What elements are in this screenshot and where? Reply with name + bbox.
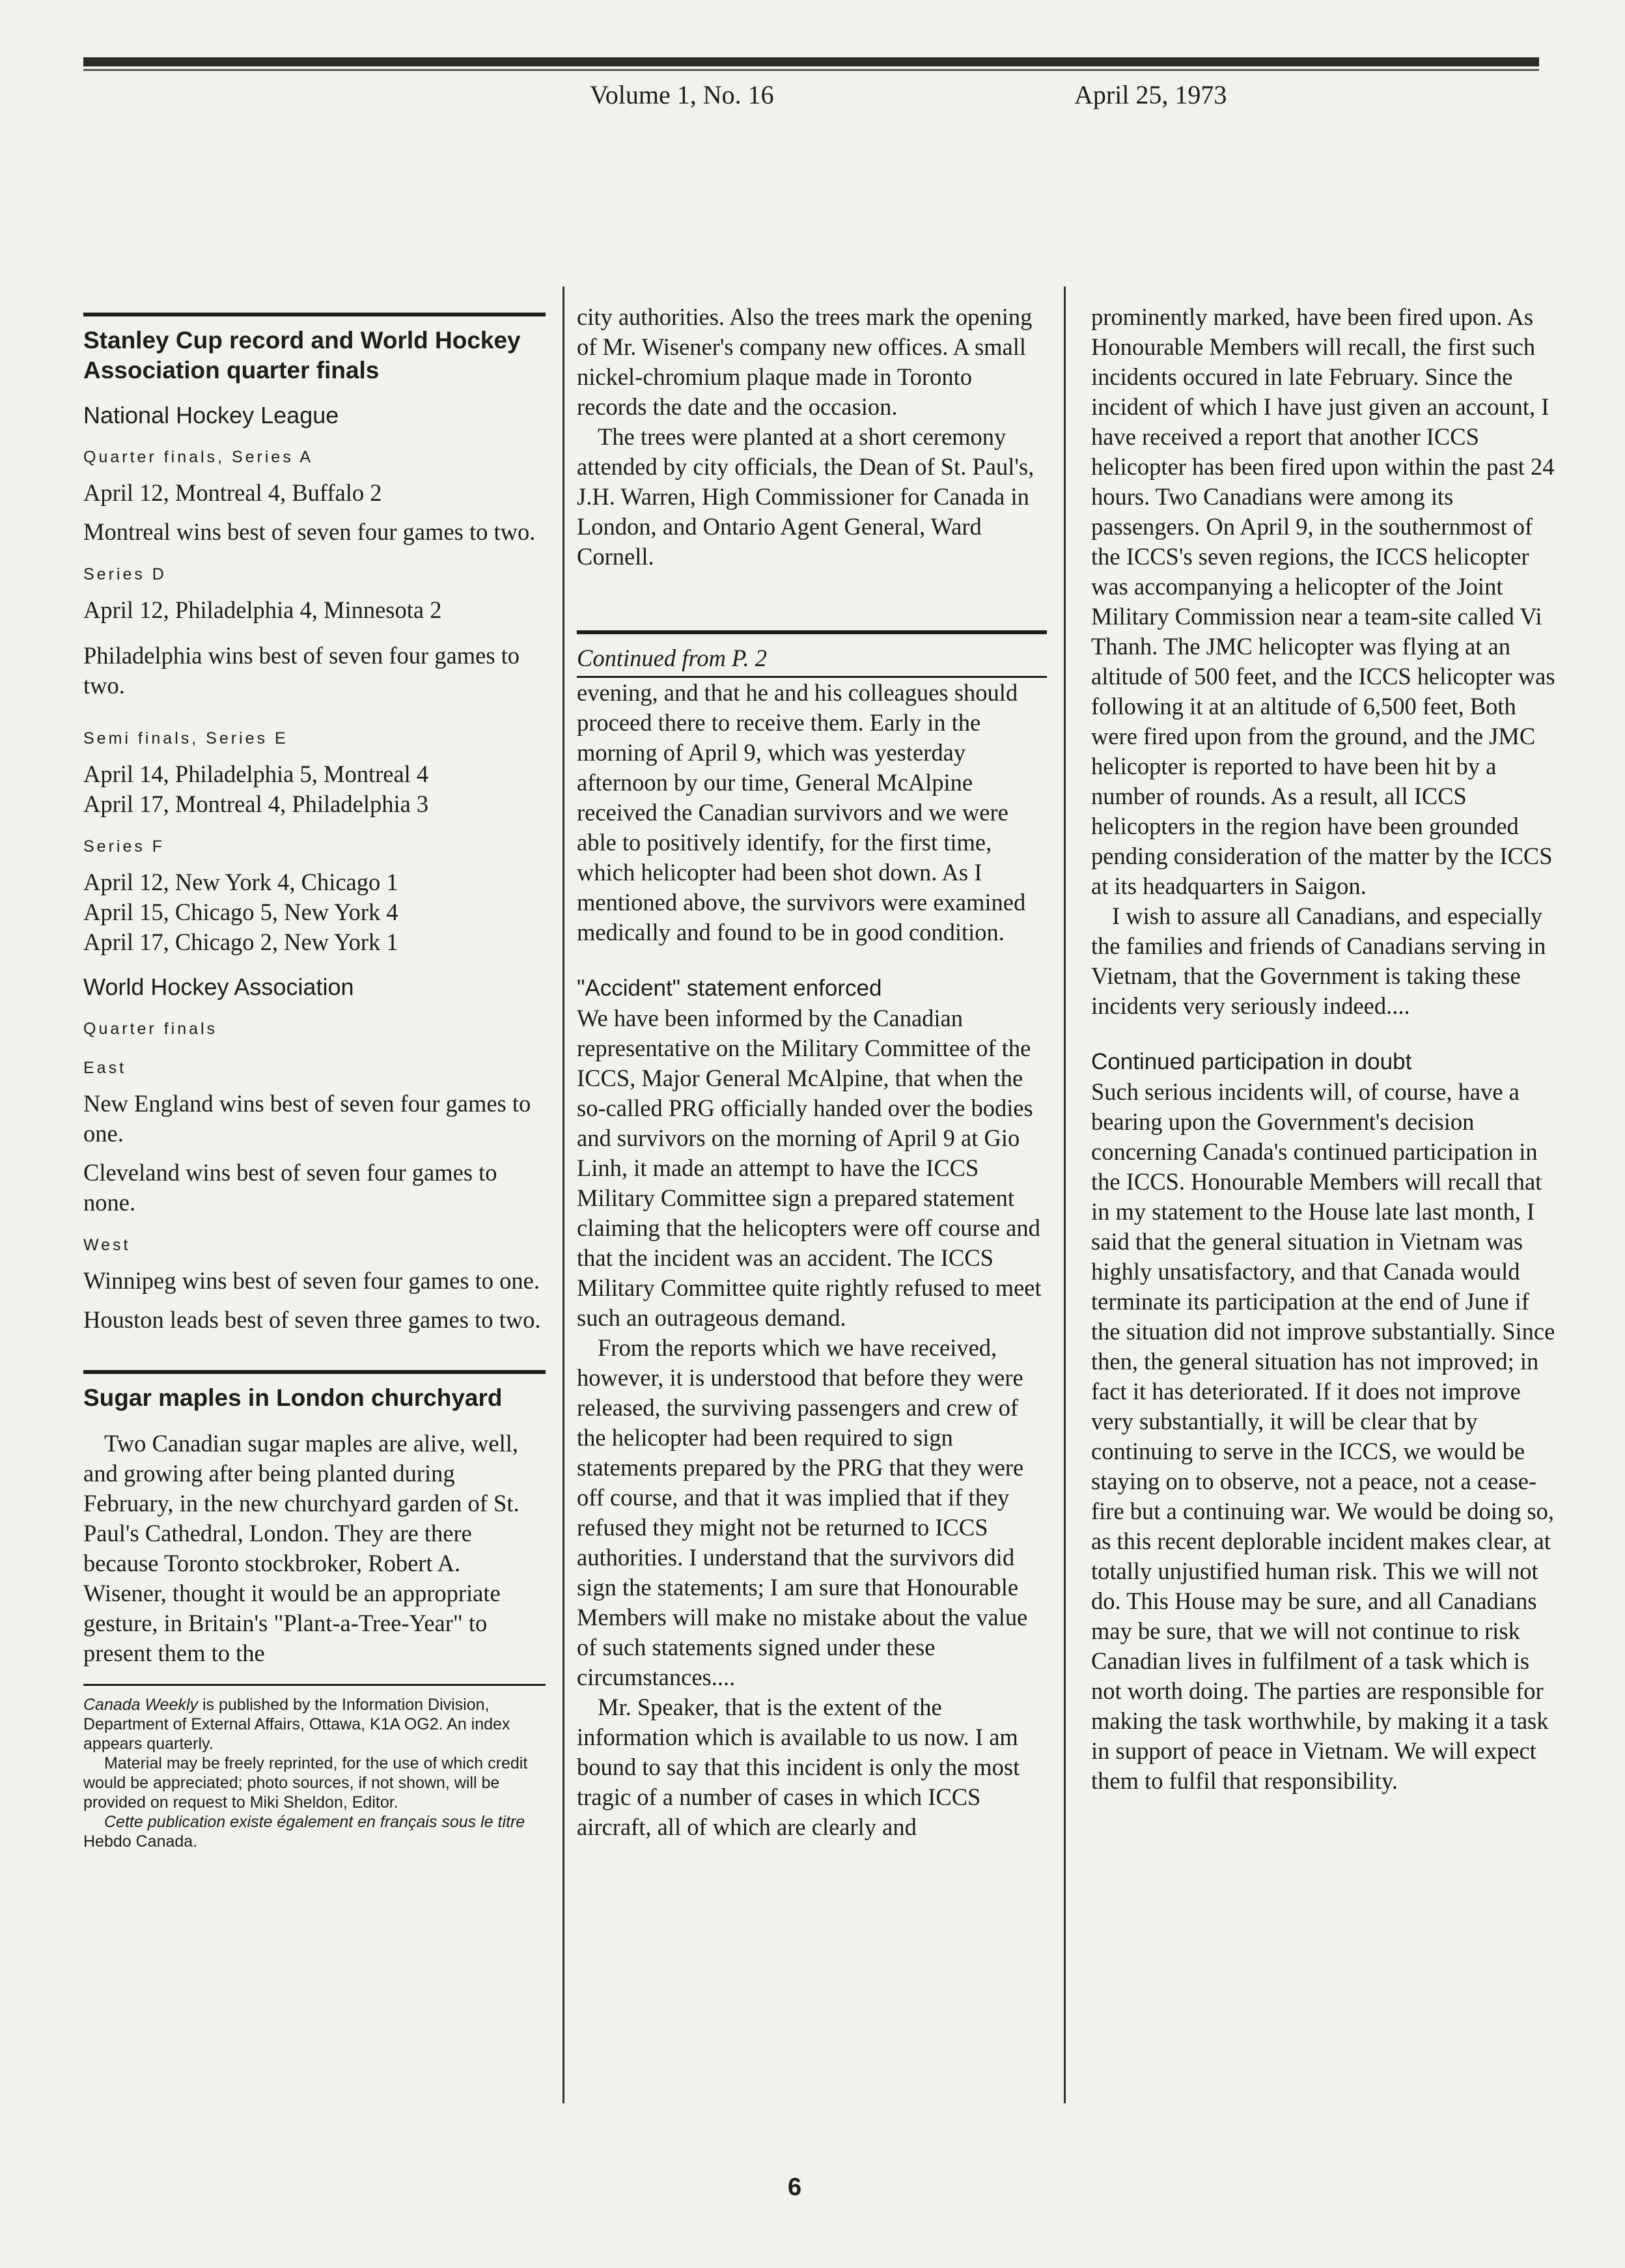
west-label: West — [83, 1236, 131, 1254]
series-e-result-1: April 14, Philadelphia 5, Montreal 4 — [83, 761, 429, 787]
top-rule-thin — [83, 69, 1539, 71]
sugar-maples-body: Two Canadian sugar maples are alive, well, and growing after being planted during February, in the new churchyard garden of St. Paul's Cathedral, London. They are there because Toronto stockbroker, Robert A. Wisener, thought it would be an appropriate gesture, in Britain's "Plant-a-Tree-Year" to present them to the — [83, 1430, 520, 1666]
section-rule — [83, 313, 546, 316]
right-paragraph-1: prominently marked, have been fired upon. As Honourable Members will recall, the first such incidents occured in late February. Since the incident of which I have just given an account, I have received a report that another ICCS helicopter has been fired upon within the past 24 hours. Two Canadians were among its passengers. On April 9, in the southernmost of the ICCS's seven regions, the ICCS helicopter was accompanying a helicopter of the Joint Military Commission near a team-site called Vi Thanh. The JMC helicopter was flying at an altitude of 500 feet, and the ICCS helicopter was following it at an altitude of 6,500 feet, Both were fired upon from the ground, and the JMC helicopter is reported to have been hit by a number of rounds. As a result, all ICCS helicopters in the region have been grounded pending consideration of the matter by the ICCS at its headquarters in Saigon. — [1091, 303, 1555, 899]
continued-paragraph: evening, and that he and his colleagues should proceed there to receive them. Early in the morning of April 9, which was yesterday afternoon by our time, General McAlpine received the Canadian survivors and we were able to positively identify, for the first time, which helicopter had been shot down. As I mentioned above, the survivors were examined medically and found to be in good condition. — [577, 679, 1026, 945]
nhl-heading: National Hockey League — [83, 402, 339, 428]
french-note — [83, 1812, 546, 1851]
series-f-result-3: April 17, Chicago 2, New York 1 — [83, 929, 398, 955]
maples-continued: city authorities. Also the trees mark the opening of Mr. Wisener's company new offices. A small nickel-chromium plaque made in Toronto records the date and the occasion. — [577, 303, 1033, 420]
publication-name: Canada Weekly — [83, 1696, 199, 1714]
series-d-summary: Philadelphia wins best of seven four games to two. — [83, 642, 520, 699]
top-rule — [83, 57, 1539, 66]
right-paragraph-3: Such serious incidents will, of course, have a bearing upon the Government's decision concerning Canada's continued participation in the ICCS. Honourable Members will recall that in my statement to the House late last month, I said that the general situation in Vietnam was highly unsatisfactory, and that Canada would terminate its participation at the end of June if the situation did not improve substantially. Since then, the general situation has not improved; in fact it has deteriorated. If it does not improve very substantially, it will be clear that by continuing to serve in the ICCS, we would be staying on to observe, not a peace, not a cease-fire but a continuing war. We would be doing so, as this recent deplorable incident makes clear, at totally unjustified human risk. This we will not do. This House may be sure, and all Canadians may be sure, that we will not continue to risk Canadian lives in fulfilment of a task which is not worth doing. The parties are responsible for making the task worthwhile, by making it a task in support of peace in Vietnam. We will expect them to fulfil that responsibility. — [1091, 1078, 1555, 1794]
accident-paragraph-3: Mr. Speaker, that is the extent of the information which is available to us now. I am bound to say that this incident is only the most tragic of a number of cases in which ICCS aircraft, all of which are clearly and — [577, 1694, 1020, 1840]
french-note-text: Cette publication existe également en français sous le titre — [104, 1813, 525, 1831]
wha-qf-label: Quarter finals — [83, 1020, 218, 1038]
doubt-heading: Continued participation in doubt — [1091, 1049, 1412, 1074]
middle-column — [577, 302, 1047, 1842]
sugar-maples-title: Sugar maples in London churchyard — [83, 1384, 503, 1411]
maples-ceremony: The trees were planted at a short ceremony attended by city officials, the Dean of St. Paul's, J.H. Warren, High Commissioner for Canada in London, and Ontario Agent General, Ward Cornell. — [577, 423, 1035, 570]
stanley-cup-title: Stanley Cup record and World Hockey Association quarter finals — [83, 327, 521, 384]
east-result-2: Cleveland wins best of seven four games to none. — [83, 1159, 497, 1216]
accident-heading: "Accident" statement enforced — [577, 975, 882, 1001]
right-column — [1091, 302, 1561, 1796]
publisher-info: is published by the Information Division, Department of External Affairs, Ottawa, K1A OG2. An index appears quarterly. — [83, 1696, 510, 1753]
accident-paragraph-2: From the reports which we have received, however, it is understood that before they were released, the surviving passengers and crew of the helicopter had been required to sign statements prepared by the PRG that they were off course, and that it was implied that if they refused they might not be returned to ICCS authorities. I understand that the survivors did sign the statements; I am sure that Honourable Members will make no mistake about the value of such statements signed under these circumstances.... — [577, 1334, 1028, 1690]
series-f-label: Series F — [83, 837, 165, 856]
continued-from: Continued from P. 2 — [577, 645, 768, 671]
reprint-note: Material may be freely reprinted, for the use of which credit would be appreciated; photo sources, if not shown, will be provided on request to Miki Sheldon, Editor. — [83, 1754, 528, 1812]
right-paragraph-2: I wish to assure all Canadians, and especially the families and friends of Canadians serving in Vietnam, that the Government is taking these incidents very seriously indeed.... — [1091, 903, 1546, 1019]
west-result-2: Houston leads best of seven three games to two. — [83, 1306, 541, 1333]
wha-heading: World Hockey Association — [83, 973, 354, 1000]
issue-date: April 25, 1973 — [1074, 80, 1227, 109]
series-f-result-2: April 15, Chicago 5, New York 4 — [83, 899, 398, 925]
series-a-summary: Montreal wins best of seven four games to two. — [83, 518, 536, 545]
series-e-label: Semi finals, Series E — [83, 729, 288, 748]
column-divider-1 — [562, 287, 564, 2103]
publisher-note — [83, 1695, 546, 1754]
series-d-result: April 12, Philadelphia 4, Minnesota 2 — [83, 596, 442, 623]
accident-paragraph-1: We have been informed by the Canadian representative on the Military Committee of the ICCS, Major General McAlpine, that when the so-called PRG officially handed over the bodies and survivors on the morning of April 9 at Gio Linh, it made an attempt to have the ICCS Military Committee sign a prepared statement claiming that the helicopters were off course and that the incident was an accident. The ICCS Military Committee quite rightly refused to meet such an outrageous demand. — [577, 1005, 1042, 1331]
series-e-result-2: April 17, Montreal 4, Philadelphia 3 — [83, 791, 429, 817]
french-title: Hebdo Canada. — [83, 1832, 198, 1851]
east-result-1: New England wins best of seven four games to one. — [83, 1090, 531, 1147]
series-a-result: April 12, Montreal 4, Buffalo 2 — [83, 479, 382, 506]
section-rule — [83, 1370, 546, 1374]
volume-label: Volume 1, No. 16 — [590, 80, 774, 109]
series-a-label: Quarter finals, Series A — [83, 448, 314, 466]
page-number: 6 — [788, 2174, 802, 2201]
west-result-1: Winnipeg wins best of seven four games to one. — [83, 1267, 540, 1294]
column-divider-2 — [1064, 287, 1066, 2103]
left-column — [83, 313, 546, 1851]
series-f-result-1: April 12, New York 4, Chicago 1 — [83, 869, 398, 895]
series-d-label: Series D — [83, 565, 167, 583]
east-label: East — [83, 1059, 127, 1077]
